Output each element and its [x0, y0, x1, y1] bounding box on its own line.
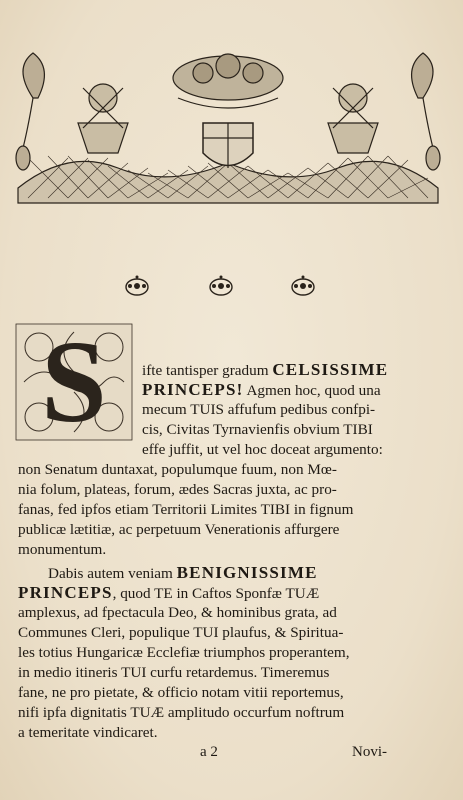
- text-line: Dabis autem veniam BENIGNISSIME: [48, 563, 318, 582]
- text-line: nifi ipfa dignitatis TUÆ amplitudo occurfum noftrum: [18, 704, 345, 721]
- text-line: ifte tantisper gradum CELSISSIME: [142, 360, 389, 379]
- crown-icon: [208, 274, 234, 296]
- text-line: fane, ne pro pietate, & officio notam vitii reportemus,: [18, 684, 344, 701]
- text-line: monumentum.: [18, 541, 107, 558]
- text-line: mecum TUIS affufum pedibus confpi-: [142, 401, 376, 418]
- text-line: Communes Cleri, populique TUI plaufus, & Spiritua-: [18, 624, 344, 641]
- text-line: in medio itineris TUI curfu retardemus. Timeremus: [18, 664, 330, 681]
- text-line: amplexus, ad fpectacula Deo, & hominibus grata, ad: [18, 604, 337, 621]
- text-line: PRINCEPS, quod TE in Caftos Sponfæ TUÆ: [18, 583, 320, 602]
- text-line: effe juffit, ut vel hoc doceat argumento:: [142, 441, 383, 458]
- text-line: PRINCEPS! Agmen hoc, quod una: [142, 380, 381, 399]
- crown-icon: [290, 274, 316, 296]
- signature-mark: a 2: [200, 744, 218, 760]
- text-line: fanas, fed ipfos etiam Territorii Limites TIBI in fignum: [18, 501, 354, 518]
- catchword: Novi-: [352, 744, 387, 760]
- text-line: nia folum, plateas, forum, ædes Sacras juxta, ac pro-: [18, 481, 337, 498]
- text-line: les totius Hungaricæ Ecclefiæ triumphos properantem,: [18, 644, 350, 661]
- text-line: publicæ lætitiæ, ac perpetuum Venerationis affurgere: [18, 521, 340, 538]
- initial-letter: S: [41, 316, 107, 447]
- crown-row: [0, 274, 463, 300]
- decorated-initial: [14, 316, 134, 447]
- crown-icon: [124, 274, 150, 296]
- text-line: a temeritate vindicaret.: [18, 724, 158, 741]
- headpiece-ornament-icon: [8, 38, 448, 208]
- text-line: non Senatum duntaxat, populumque fuum, non Mœ-: [18, 461, 337, 478]
- text-line: cis, Civitas Tyrnavienfis obvium TIBI: [142, 421, 373, 438]
